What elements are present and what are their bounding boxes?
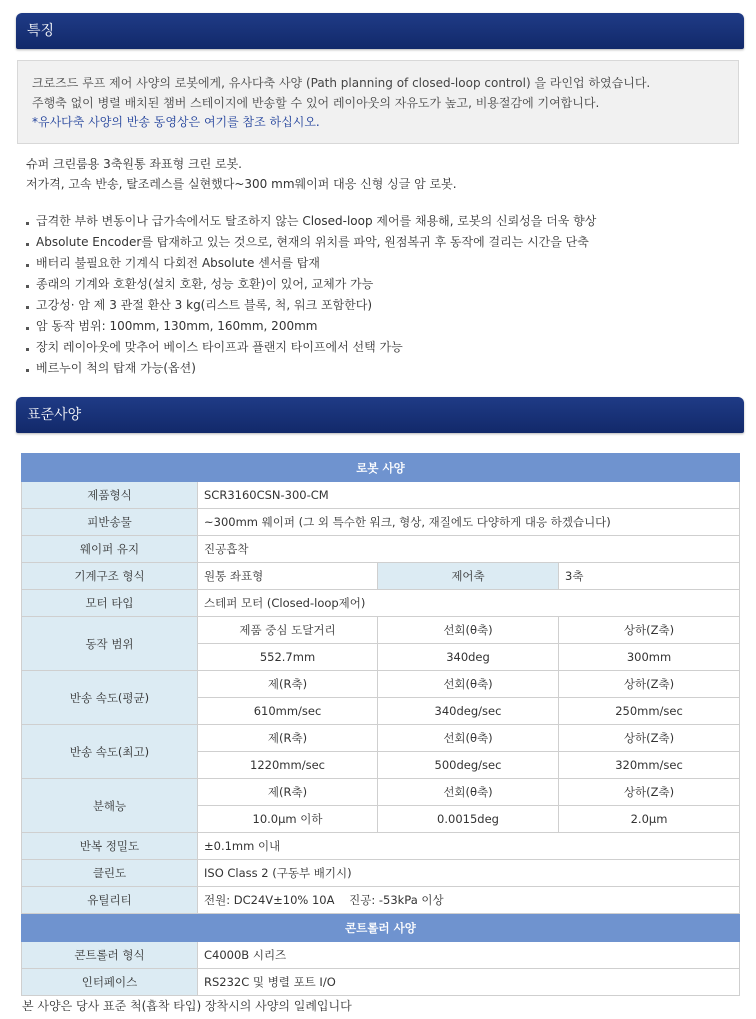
ctrl-axis-value: 3축 bbox=[559, 563, 740, 590]
res-head-3: 상하(Z축) bbox=[559, 779, 740, 806]
model-value: SCR3160CSN-300-CM bbox=[198, 482, 740, 509]
intro-line-1: 슈퍼 크린룸용 3축원통 좌표형 크린 로봇. bbox=[26, 157, 242, 171]
avg-head-2: 선회(θ축) bbox=[378, 671, 559, 698]
res-value-2: 0.0015deg bbox=[378, 806, 559, 833]
range-head-1: 제품 중심 도달거리 bbox=[198, 617, 378, 644]
range-label: 동작 범위 bbox=[22, 617, 198, 671]
avg-speed-label: 반송 속도(평균) bbox=[22, 671, 198, 725]
interface-label: 인터페이스 bbox=[22, 969, 198, 996]
avg-head-3: 상하(Z축) bbox=[559, 671, 740, 698]
controller-spec-heading: 콘트롤러 사양 bbox=[22, 914, 740, 942]
max-value-3: 320mm/sec bbox=[559, 752, 740, 779]
max-value-2: 500deg/sec bbox=[378, 752, 559, 779]
spec-table bbox=[21, 453, 740, 996]
feature-item: 종래의 기계와 호환성(설치 호환, 성능 호환)이 있어, 교체가 가능 bbox=[26, 274, 596, 295]
feature-item: 암 동작 범위: 100mm, 130mm, 160mm, 200mm bbox=[26, 316, 596, 337]
range-head-3: 상하(Z축) bbox=[559, 617, 740, 644]
feature-item: 베르누이 척의 탑재 가능(옵션) bbox=[26, 358, 596, 379]
intro-text bbox=[26, 155, 457, 194]
max-head-2: 선회(θ축) bbox=[378, 725, 559, 752]
feature-item: 장치 레이아웃에 맞추어 베이스 타이프과 플랜지 타이프에서 선택 가능 bbox=[26, 337, 596, 358]
res-value-3: 2.0μm bbox=[559, 806, 740, 833]
intro-line-2: 저가격, 고속 반송, 탈조레스를 실현했다~300 mm웨이퍼 대응 신형 싱글 암 로봇. bbox=[26, 176, 457, 191]
res-head-1: 제(R축) bbox=[198, 779, 378, 806]
feature-item: 급격한 부하 변동이나 급가속에서도 탈조하지 않는 Closed-loop 제어를 채용해, 로봇의 신뢰성을 더욱 향상 bbox=[26, 211, 596, 232]
notice-box bbox=[17, 60, 739, 144]
utility-label: 유틸리티 bbox=[22, 887, 198, 914]
avg-value-3: 250mm/sec bbox=[559, 698, 740, 725]
motor-value: 스테퍼 모터 (Closed-loop제어) bbox=[198, 590, 740, 617]
motor-label: 모터 타입 bbox=[22, 590, 198, 617]
hold-label: 웨이퍼 유지 bbox=[22, 536, 198, 563]
avg-value-2: 340deg/sec bbox=[378, 698, 559, 725]
feature-list bbox=[26, 211, 596, 379]
avg-head-1: 제(R축) bbox=[198, 671, 378, 698]
range-head-2: 선회(θ축) bbox=[378, 617, 559, 644]
object-label: 피반송물 bbox=[22, 509, 198, 536]
model-label: 제품형식 bbox=[22, 482, 198, 509]
robot-spec-heading: 로봇 사양 bbox=[22, 454, 740, 482]
object-value: ~300mm 웨이퍼 (그 외 특수한 워크, 형상, 재질에도 다양하게 대응 하겠습니다) bbox=[198, 509, 740, 536]
spec-header bbox=[16, 397, 744, 433]
footnote: 본 사양은 당사 표준 척(흡착 타입) 장착시의 사양의 일례입니다 bbox=[22, 999, 352, 1013]
notice-line-2: 주행축 없이 병렬 배치된 챔버 스테이지에 반송할 수 있어 레이아웃의 자유도가 높고, 비용절감에 기여합니다. bbox=[32, 95, 600, 110]
feature-item: Absolute Encoder를 탑재하고 있는 것으로, 현재의 위치를 파악, 원점복귀 후 동작에 걸리는 시간을 단축 bbox=[26, 232, 596, 253]
resolution-label: 분해능 bbox=[22, 779, 198, 833]
range-value-3: 300mm bbox=[559, 644, 740, 671]
feature-item: 배터리 불필요한 기계식 다회전 Absolute 센서를 탑재 bbox=[26, 253, 596, 274]
max-value-1: 1220mm/sec bbox=[198, 752, 378, 779]
repeat-value: ±0.1mm 이내 bbox=[198, 833, 740, 860]
notice-line-1: 크로즈드 루프 제어 사양의 로봇에게, 유사다축 사양 (Path planning of closed-loop control) 을 라인업 하였습니다. bbox=[32, 76, 651, 90]
clean-value: ISO Class 2 (구동부 배기시) bbox=[198, 860, 740, 887]
features-title: 특징 bbox=[27, 23, 55, 39]
spec-title: 표준사양 bbox=[27, 407, 82, 423]
max-head-1: 제(R축) bbox=[198, 725, 378, 752]
range-value-2: 340deg bbox=[378, 644, 559, 671]
range-value-1: 552.7mm bbox=[198, 644, 378, 671]
ctrl-model-label: 콘트롤러 형식 bbox=[22, 942, 198, 969]
res-value-1: 10.0μm 이하 bbox=[198, 806, 378, 833]
features-header bbox=[16, 13, 744, 49]
ctrl-model-value: C4000B 시리즈 bbox=[198, 942, 740, 969]
feature-item: 고강성· 암 제 3 관절 환산 3 kg(리스트 블록, 척, 워크 포함한다) bbox=[26, 295, 596, 316]
avg-value-1: 610mm/sec bbox=[198, 698, 378, 725]
repeat-label: 반복 정밀도 bbox=[22, 833, 198, 860]
max-head-3: 상하(Z축) bbox=[559, 725, 740, 752]
res-head-2: 선회(θ축) bbox=[378, 779, 559, 806]
clean-label: 클린도 bbox=[22, 860, 198, 887]
ctrl-axis-label: 제어축 bbox=[378, 563, 559, 590]
hold-value: 진공흡착 bbox=[198, 536, 740, 563]
mech-label: 기계구조 형식 bbox=[22, 563, 198, 590]
video-reference-link[interactable]: *유사다축 사양의 반송 동영상은 여기를 참조 하십시오. bbox=[32, 115, 320, 129]
interface-value: RS232C 및 병렬 포트 I/O bbox=[198, 969, 740, 996]
mech-value: 원통 좌표형 bbox=[198, 563, 378, 590]
max-speed-label: 반송 속도(최고) bbox=[22, 725, 198, 779]
utility-value: 전원: DC24V±10% 10A 진공: -53kPa 이상 bbox=[198, 887, 740, 914]
